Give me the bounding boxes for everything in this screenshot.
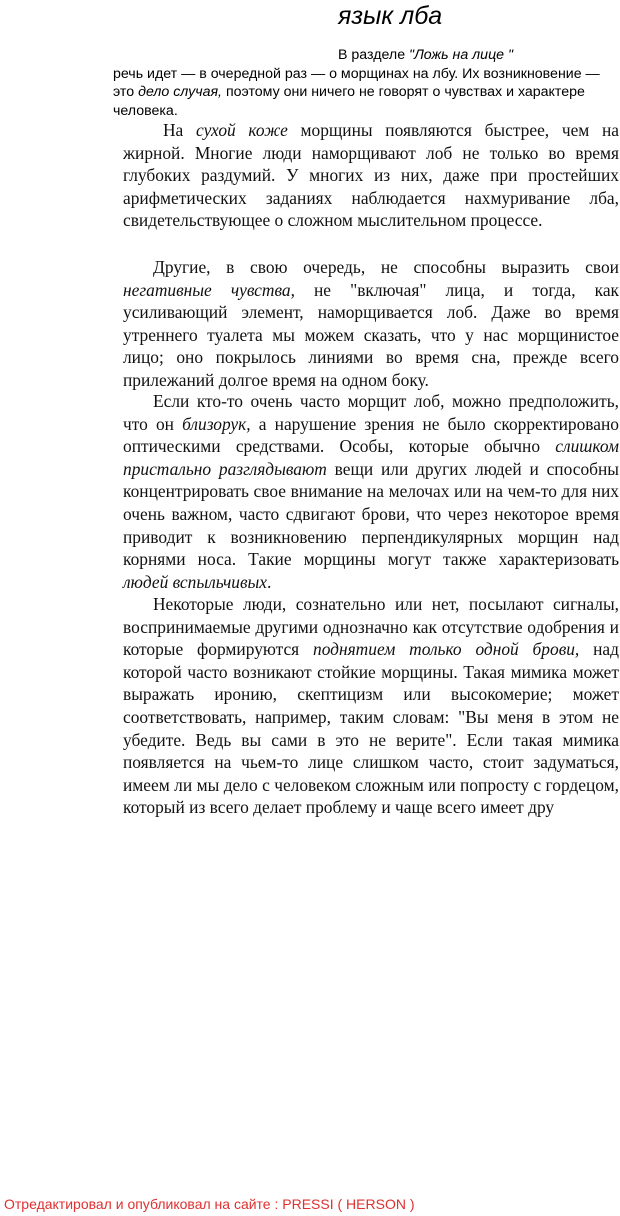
paragraph-dry-skin	[123, 119, 619, 232]
intro-chance: дело случая,	[138, 84, 222, 100]
p2-text-a: Другие, в свою очередь, не способны выразить свои	[153, 257, 619, 277]
paragraph-one-brow	[123, 593, 619, 819]
p3-quick-tempered: людей вспыльчивых	[123, 571, 267, 592]
intro-lead: В разделе	[338, 47, 410, 63]
p4-one-brow: поднятием только одной брови,	[313, 639, 580, 660]
paragraph-negative-feelings	[123, 256, 619, 392]
p1-text-a: На	[163, 120, 196, 140]
intro-paragraph	[113, 46, 613, 120]
footer-credit: Отредактировал и опубликовал на сайте : PRESSI ( HERSON )	[4, 1196, 415, 1212]
paragraph-nearsighted	[123, 390, 619, 593]
p4-text-a: Некоторые люди, сознательно или нет, посылают сигналы, воспринимаемые другими однозначно как отсутствие одобрения и которые формируются	[123, 594, 619, 660]
p3-nearsighted: близорук,	[182, 413, 251, 434]
p2-text-b: не "включая" лица, и тогда, как усиливающий элемент, наморщивается лоб. Даже во время утреннего туалета мы можем сказать, что у нас морщинистое лицо; оно покрылось линиями во время сна, прежде всего прилежаний долгое время на одном боку.	[123, 279, 619, 390]
p3-text-b: а нарушение зрения не было скорректировано оптическими средствами. Особы, которые обычно	[123, 413, 619, 457]
p1-text-b: морщины появляются быстрее, чем на жирной. Многие люди наморщивают лоб не только во время глубоких раздумий. У многих из них, даже при простейших арифметических заданиях наблюдается нахмуривание лба, свидетельствующее о сложном мыслительном процессе.	[123, 120, 619, 231]
p3-text-d: .	[267, 571, 272, 592]
p3-staring: слишком пристально разглядывают	[123, 436, 619, 479]
p3-text-c: вещи или других людей и способны концентрировать свое внимание на мелочах или на чем-то для них очень важном, часто сдвигают брови, что через некоторое время приводит к возникновению перпендикулярных морщин над корнями носа. Такие морщины могут также характеризовать	[123, 458, 619, 570]
intro-after-section: речь идет — в очередной раз — о морщинах на лбу. Их возникновение — это	[113, 65, 600, 100]
p2-negative: негативные чувства,	[123, 279, 295, 300]
page-title: язык лба	[338, 2, 443, 30]
section-name: "Ложь на лице "	[409, 47, 514, 63]
p1-dry-skin: сухой коже	[195, 120, 288, 140]
p3-text-a: Если кто-то очень часто морщит лоб, можно предположить, что он	[123, 391, 619, 434]
p4-text-b: над которой часто возникают стойкие морщины. Такая мимика может выражать иронию, скептицизм или высокомерие; может соответствовать, например, таким словам: "Вы меня в этом не убедите. Ведь вы сами в это не верите". Если такая мимика появляется на чьем-то лице слишком часто, стоит задуматься, имеем ли мы дело с человеком сложным или попросту с гордецом, который из всего делает проблему и чаще всего имеет дру	[123, 639, 619, 818]
intro-rest: поэтому они ничего не говорят о чувствах и характере человека.	[113, 84, 585, 119]
